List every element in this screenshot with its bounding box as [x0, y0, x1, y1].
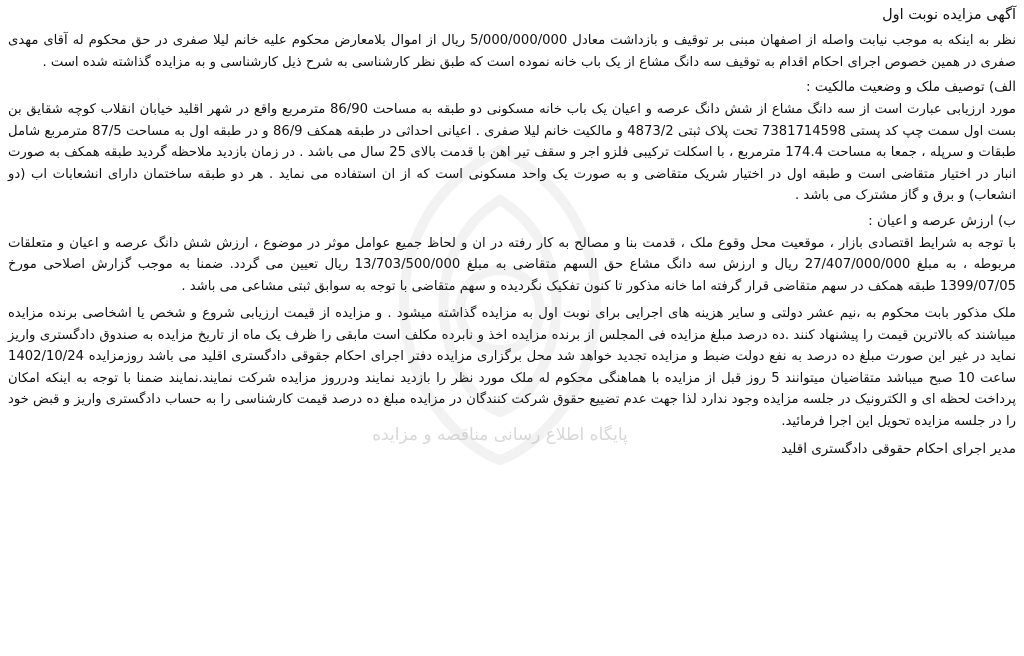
- section-a-heading: الف) توصیف ملک و وضعیت مالکیت :: [805, 79, 1016, 95]
- notice-title: آگهی مزایده نوبت اول: [882, 7, 1016, 23]
- signature-line: مدیر اجرای احکام حقوقی دادگستری اقلید: [781, 441, 1016, 457]
- section-b-body: با توجه به شرایط اقتصادی بازار ، موقعیت محل وقوع ملک ، قدمت بنا و مصالح به کار رفته در ان و لحاظ جمیع عوامل موثر در موضوع ، ارزش شش دانگ عرصه و اعیان و متعلقات مربوطه ، به مبلغ 27/407/000/000 ریال و ارزش سه دانگ مشاع حق السهم متقاضی به مبلغ 13/703/500/000 ریال تعیین می گردد. ضمنا به موجب گزارش اصلاحی مورخ 1399/07/05 طبقه همکف در سهم متقاضی قرار گرفته اما خانه مذکور تا کنون تفکیک نگردیده و سهم متقاضی با توجه به سوابق ثبتی مشاعی می باشد .: [8, 235, 1016, 294]
- auction-conditions: ملک مذکور بابت محکوم به ،نیم عشر دولتی و سایر هزینه های اجرایی برای نوبت اول به مزایده گذاشته میشود . و مزایده از قیمت ارزیابی شروع و شخص یا اشخاصی برنده مزایده میباشند که بالاترین قیمت را پیشنهاد کنند .ده درصد مبلغ مزایده فی المجلس از برنده مزایده اخذ و نابرده مکلف است مابقی را ظرف یک ماه از تاریخ مزایده به صندوق دادگستری واریز نماید در غیر این صورت مبلغ ده درصد به نفع دولت ضبط و مزایده تجدید خواهد شد محل برگزاری مزایده دفتر اجرای احکام جقوقی دادگستری اقلید می باشد روزمزایده 1402/10/24 ساعت 10 صبح میباشد متقاضیان میتوانند 5 روز قبل از مزایده با هماهنگی محکوم له ملک مورد نظر را بازدید نمایند ودرروز مزایده شرکت نمایند.نمایند ضمنا با توجه به اینکه امکان پرداخت لحظه ای و الکترونیک در جلسه مزایده وجود ندارد لذا جهت عدم تضییع حقوق شرکت کنندگان در مزایده مبلغ ده درصد قیمت کارشناسی را به حساب دادگستری واریز و قبض خود را در جلسه مزایده تحویل این اجرا فرمائید.: [8, 306, 1017, 429]
- notice-intro: نظر به اینکه به موجب نیابت واصله از اصفهان مبنی بر توقیف و بازداشت معادل 5/000/000/000 ریال از اموال بلامعارض محکوم علیه خانم لیلا صفری در حق محکوم له آقای مهدی صفری در همین خصوص اجرای احکام اقدام به توقیف سه دانگ مشاع از یک باب خانه نموده است که طبق نظر کارشناسی به شرح ذیل کارشناسی و به مزایده گذاشته شده است .: [8, 33, 1017, 70]
- section-b-heading: ب) ارزش عرصه و اعیان :: [868, 212, 1016, 229]
- section-a-body: مورد ارزیابی عبارت است از سه دانگ مشاع از شش دانگ عرصه و اعیان یک باب خانه مسکونی دو طبقه به مساحت 86/90 مترمربع واقع در شهر اقلید خیابان انقلاب کوچه شقایق بن بست اول سمت چپ کد پستی 7381714598 تحت پلاک ثبتی 4873/2 و مالکیت خانم لیلا صفری . اعیانی احداثی در طبقه همکف 86/9 و در طبقه اول به مساحت 87/5 مترمربع شامل طبقات و سرپله ، جمعا به مساحت 174.4 مترمربع ، با اسکلت ترکیبی فلزو اجر و سقف تیر اهن با قدمت بالای 25 سال می باشد . در زمان بازدید ملاحظه گردید طبقه همکف به صورت انبار در اختیار متقاضی است و طبقه اول در اختیار شریک متقاضی و به صورت یک واحد مسکونی است که از ان استفاده می نماید . هر دو طبقه ساختمان دارای انشعابات اب (دو انشعاب) و برق و گاز مشترک می باشد .: [8, 102, 1017, 203]
- watermark-text: پایگاه اطلاع رسانی مناقصه و مزایده: [372, 425, 628, 445]
